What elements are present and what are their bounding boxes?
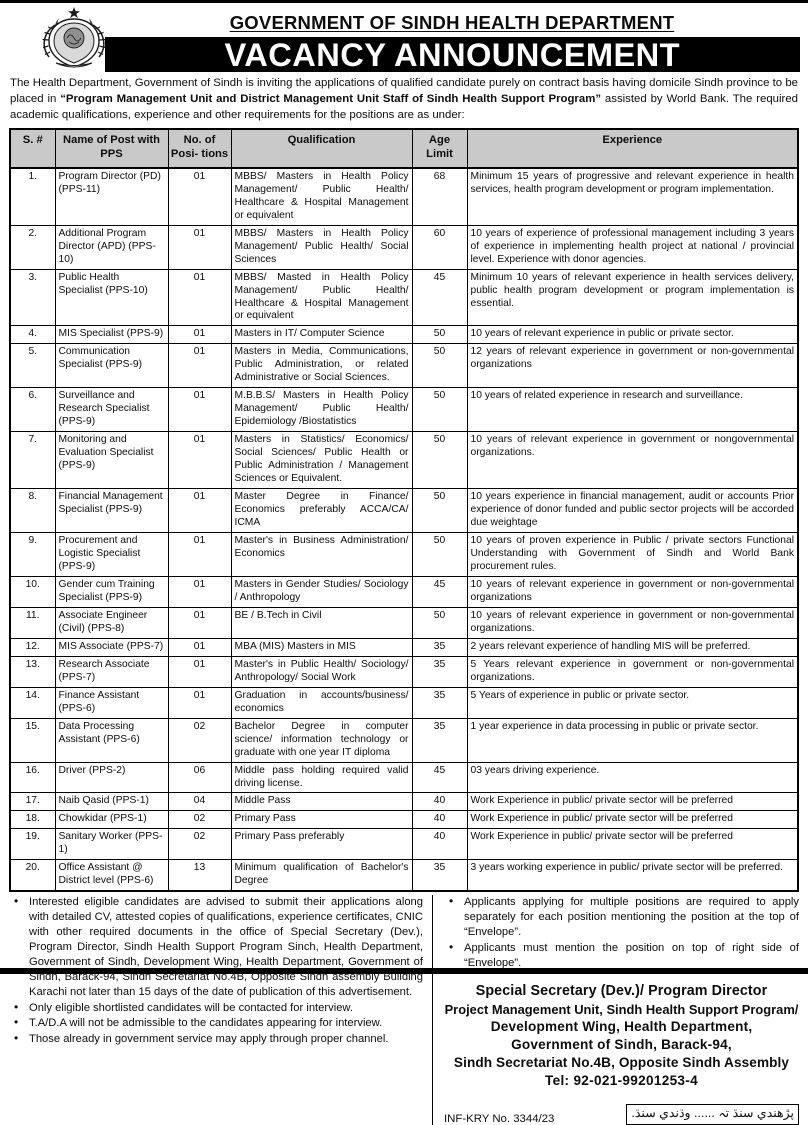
intro-paragraph: [10, 75, 798, 124]
intro-program-name: “Program Management Unit and District Management Unit Staff of Sindh Health Support Program”: [60, 93, 602, 106]
cell-positions: 02: [168, 829, 231, 860]
cell-qualification: MBBS/ Masters in Health Policy Management/ Public Health/ Healthcare & Hospital Management or equivalent: [231, 168, 412, 225]
cell-age-limit: 50: [412, 344, 467, 388]
cell-serial: 5.: [10, 344, 55, 388]
cell-post-name: Monitoring and Evaluation Specialist (PPS-9): [55, 432, 168, 489]
cell-age-limit: 45: [412, 576, 467, 607]
cell-serial: 9.: [10, 533, 55, 577]
signature-line-2: Project Management Unit, Sindh Health Support Program/: [444, 1001, 799, 1017]
cell-experience: Minimum 10 years of relevant experience in health services delivery, public health program development or program implementation is essential.: [467, 269, 798, 326]
cell-age-limit: 50: [412, 607, 467, 638]
cell-qualification: Masters in Statistics/ Economics/ Social Sciences/ Public Health or Public Administration / Management Sciences or Equivalent.: [231, 432, 412, 489]
cell-post-name: Surveillance and Research Specialist (PPS-9): [55, 388, 168, 432]
cell-serial: 20.: [10, 860, 55, 891]
col-header-experience: Experience: [467, 129, 798, 168]
cell-age-limit: 35: [412, 860, 467, 891]
cell-post-name: Associate Engineer (Civil) (PPS-8): [55, 607, 168, 638]
table-row: [10, 489, 798, 533]
cell-post-name: Communication Specialist (PPS-9): [55, 344, 168, 388]
cell-positions: 06: [168, 762, 231, 793]
cell-post-name: Driver (PPS-2): [55, 762, 168, 793]
table-row: [10, 432, 798, 489]
cell-age-limit: 35: [412, 638, 467, 656]
table-body: [10, 168, 798, 892]
cell-age-limit: 68: [412, 168, 467, 225]
cell-qualification: Primary Pass preferably: [231, 829, 412, 860]
cell-positions: 13: [168, 860, 231, 891]
signature-line-5: Sindh Secretariat No.4B, Opposite Sindh Assembly: [453, 1055, 790, 1071]
cell-experience: 10 years experience in financial management, audit or accounts Prior experience of donor funded and public sector projects will be accorded due weightage: [467, 489, 798, 533]
table-row: [10, 326, 798, 344]
cell-qualification: MBA (MIS) Masters in MIS: [231, 638, 412, 656]
table-row: [10, 793, 798, 811]
cell-age-limit: 45: [412, 269, 467, 326]
cell-age-limit: 45: [412, 762, 467, 793]
cell-post-name: Finance Assistant (PPS-6): [55, 687, 168, 718]
banner-title: VACANCY ANNOUNCEMENT: [224, 36, 681, 73]
cell-experience: 10 years of relevant experience in public or private sector.: [467, 326, 798, 344]
cell-age-limit: 50: [412, 326, 467, 344]
cell-qualification: MBBS/ Masted in Health Policy Management/ Public Health/ Healthcare & Hospital Management or equivalent: [231, 269, 412, 326]
inf-number: INF-KRY No. 3344/23: [444, 1112, 555, 1125]
cell-qualification: Graduation in accounts/business/ economics: [231, 687, 412, 718]
cell-qualification: Master's in Public Health/ Sociology/ Anthropology/ Social Work: [231, 656, 412, 687]
cell-positions: 01: [168, 489, 231, 533]
intro-text-1: The Health Department, Government of Sindh is inviting the applications of qualified candidate purely on contract basis having domicile Sindh province to be placed in: [10, 77, 798, 106]
cell-post-name: Data Processing Assistant (PPS-6): [55, 718, 168, 762]
cell-qualification: Master's in Business Administration/ Economics: [231, 533, 412, 577]
cell-age-limit: 50: [412, 432, 467, 489]
cell-experience: Minimum 15 years of progressive and relevant experience in health services, health program development or program implementation.: [467, 168, 798, 225]
cell-experience: Work Experience in public/ private sector will be preferred: [467, 793, 798, 811]
footer-section: [9, 895, 799, 1124]
cell-experience: 10 years of experience of professional management including 3 years of experience in implementing health project at national / provincial level. Experience with donor agencies.: [467, 225, 798, 269]
table-row: [10, 829, 798, 860]
cell-serial: 6.: [10, 388, 55, 432]
cell-positions: 01: [168, 656, 231, 687]
cell-post-name: Chowkidar (PPS-1): [55, 811, 168, 829]
cell-positions: 01: [168, 607, 231, 638]
cell-qualification: Primary Pass: [231, 811, 412, 829]
cell-experience: 03 years driving experience.: [467, 762, 798, 793]
cell-qualification: Minimum qualification of Bachelor's Degree: [231, 860, 412, 891]
cell-age-limit: 40: [412, 811, 467, 829]
cell-post-name: Financial Management Specialist (PPS-9): [55, 489, 168, 533]
cell-experience: 12 years of relevant experience in government or non-governmental organizations: [467, 344, 798, 388]
signature-phone: Tel: 92-021-99201253-4: [545, 1073, 698, 1089]
cell-post-name: Sanitary Worker (PPS-1): [55, 829, 168, 860]
cell-positions: 01: [168, 269, 231, 326]
table-row: [10, 638, 798, 656]
table-row: [10, 656, 798, 687]
cell-serial: 16.: [10, 762, 55, 793]
cell-experience: 3 years working experience in public/ private sector will be preferred.: [467, 860, 798, 891]
cell-qualification: Masters in Gender Studies/ Sociology / Anthropology: [231, 576, 412, 607]
cell-qualification: MBBS/ Masters in Health Policy Management/ Public Health/ Social Sciences: [231, 225, 412, 269]
cell-qualification: Masters in Media, Communications, Public Administration, or related Administrative or Social Sciences.: [231, 344, 412, 388]
cell-experience: Work Experience in public/ private sector will be preferred: [467, 811, 798, 829]
cell-serial: 12.: [10, 638, 55, 656]
vacancy-table: [9, 128, 799, 893]
cell-serial: 10.: [10, 576, 55, 607]
cell-serial: 14.: [10, 687, 55, 718]
cell-serial: 15.: [10, 718, 55, 762]
table-row: [10, 576, 798, 607]
cell-age-limit: 35: [412, 687, 467, 718]
cell-experience: 2 years relevant experience of handling MIS will be preferred.: [467, 638, 798, 656]
cell-qualification: Bachelor Degree in computer science/ information technology or graduate with one year IT diploma: [231, 718, 412, 762]
cell-experience: 10 years of relevant experience in government or nongovernmental organizations.: [467, 432, 798, 489]
cell-post-name: Research Associate (PPS-7): [55, 656, 168, 687]
cell-post-name: Procurement and Logistic Specialist (PPS-9): [55, 533, 168, 577]
sindhi-slogan: پڙهندي سنڌ تہ ...... وڌندي سنڌ.: [626, 1104, 799, 1125]
list-item: • Applicants must mention the position on top of right side of “Envelope”.: [444, 941, 799, 971]
table-row: [10, 225, 798, 269]
col-header-age: Age Limit: [412, 129, 467, 168]
cell-serial: 3.: [10, 269, 55, 326]
intro-text-2: assisted by World Bank. The required academic qualifications, experience and other requirements for the positions are as under:: [10, 93, 799, 122]
footer-right-column: [433, 895, 799, 1124]
cell-positions: 01: [168, 576, 231, 607]
cell-qualification: M.B.B.S/ Masters in Health Policy Management/ Public Health/ Epidemiology /Biostatistics: [231, 388, 412, 432]
notes-right-list: [444, 895, 799, 970]
government-title: GOVERNMENT OF SINDH HEALTH DEPARTMENT: [229, 12, 675, 33]
cell-serial: 4.: [10, 326, 55, 344]
cell-post-name: MIS Specialist (PPS-9): [55, 326, 168, 344]
col-header-qualification: Qualification: [231, 129, 412, 168]
col-header-positions: No. of Posi- tions: [168, 129, 231, 168]
signature-line-3: Development Wing, Health Department,: [490, 1018, 753, 1034]
cell-age-limit: 40: [412, 793, 467, 811]
cell-experience: 10 years of related experience in research and surveillance.: [467, 388, 798, 432]
footer-bottom-row: [444, 1104, 799, 1125]
table-row: [10, 344, 798, 388]
cell-age-limit: 35: [412, 656, 467, 687]
col-header-post: Name of Post with PPS: [55, 129, 168, 168]
cell-positions: 01: [168, 326, 231, 344]
signature-line-4: Government of Sindh, Barack-94,: [511, 1036, 732, 1052]
cell-positions: 01: [168, 638, 231, 656]
list-item: • Applicants applying for multiple positions are required to apply separately for each position mentioning the position at the top of “Envelope”.: [444, 895, 799, 940]
cell-age-limit: 40: [412, 829, 467, 860]
table-row: [10, 811, 798, 829]
cell-experience: Work Experience in public/ private sector will be preferred: [467, 829, 798, 860]
cell-positions: 01: [168, 388, 231, 432]
cell-qualification: Middle pass holding required valid driving license.: [231, 762, 412, 793]
cell-serial: 19.: [10, 829, 55, 860]
cell-positions: 01: [168, 225, 231, 269]
cell-serial: 18.: [10, 811, 55, 829]
cell-positions: 01: [168, 687, 231, 718]
cell-qualification: Middle Pass: [231, 793, 412, 811]
cell-positions: 02: [168, 718, 231, 762]
cell-serial: 2.: [10, 225, 55, 269]
cell-serial: 11.: [10, 607, 55, 638]
cell-serial: 17.: [10, 793, 55, 811]
table-row: [10, 533, 798, 577]
col-header-serial: S. #: [10, 129, 55, 168]
cell-positions: 01: [168, 432, 231, 489]
table-row: [10, 388, 798, 432]
cell-serial: 8.: [10, 489, 55, 533]
cell-age-limit: 50: [412, 388, 467, 432]
signature-line-1: Special Secretary (Dev.)/ Program Director: [475, 982, 768, 999]
cell-positions: 04: [168, 793, 231, 811]
list-item: • T.A/D.A will not be admissible to the candidates appearing for interview.: [9, 1016, 423, 1031]
cell-experience: 10 years of relevant experience in government or non-governmental organizations: [467, 576, 798, 607]
cell-post-name: Program Director (PD) (PPS-11): [55, 168, 168, 225]
page-header: [9, 3, 799, 73]
cell-experience: 10 years of relevant experience in government or non-governmental organizations.: [467, 607, 798, 638]
cell-age-limit: 50: [412, 489, 467, 533]
cell-experience: 10 years of proven experience in Public / private sectors Functional Understanding with Government of Sindh and World Bank procurement rules.: [467, 533, 798, 577]
cell-post-name: Public Health Specialist (PPS-10): [55, 269, 168, 326]
cell-experience: 1 year experience in data processing in public or private sector.: [467, 718, 798, 762]
table-row: [10, 860, 798, 891]
cell-age-limit: 35: [412, 718, 467, 762]
cell-serial: 1.: [10, 168, 55, 225]
cell-qualification: BE / B.Tech in Civil: [231, 607, 412, 638]
cell-serial: 13.: [10, 656, 55, 687]
cell-post-name: Gender cum Training Specialist (PPS-9): [55, 576, 168, 607]
cell-experience: 5 Years relevant experience in government or non-governmental organizations.: [467, 656, 798, 687]
vacancy-announcement-banner: [105, 37, 800, 72]
footer-left-column: [9, 895, 433, 1124]
table-row: [10, 269, 798, 326]
table-row: [10, 607, 798, 638]
cell-qualification: Masters in IT/ Computer Science: [231, 326, 412, 344]
table-row: [10, 168, 798, 225]
cell-post-name: MIS Associate (PPS-7): [55, 638, 168, 656]
cell-age-limit: 50: [412, 533, 467, 577]
cell-serial: 7.: [10, 432, 55, 489]
cell-qualification: Master Degree in Finance/ Economics preferably ACCA/CA/ ICMA: [231, 489, 412, 533]
cell-age-limit: 60: [412, 225, 467, 269]
table-row: [10, 687, 798, 718]
cell-experience: 5 Years of experience in public or private sector.: [467, 687, 798, 718]
cell-positions: 01: [168, 344, 231, 388]
list-item: • Interested eligible candidates are advised to submit their applications along with detailed CV, attested copies of qualifications, experience certificates, CNIC with other required documents in the office of Special Secretary (Dev.), Program Director, Sindh Health Support Program Sinch, Health Department, Government of Sindh, Development Wing, Health Department, Government of Sindh, Barack-94, Sindh Secretariat No.4B, Opposite Sindh assembly Building Karachi not later than 15 days of the date of publication of this advertisement.: [9, 895, 423, 999]
table-row: [10, 762, 798, 793]
list-item: • Only eligible shortlisted candidates will be contacted for interview.: [9, 1001, 423, 1016]
cell-post-name: Office Assistant @ District level (PPS-6): [55, 860, 168, 891]
cell-post-name: Naib Qasid (PPS-1): [55, 793, 168, 811]
list-item: • Those already in government service may apply through proper channel.: [9, 1032, 423, 1047]
cell-post-name: Additional Program Director (APD) (PPS-10): [55, 225, 168, 269]
table-header-row: [10, 129, 798, 168]
cell-positions: 01: [168, 533, 231, 577]
table-row: [10, 718, 798, 762]
notes-left-list: [9, 895, 423, 1047]
signature-block: [444, 982, 799, 1090]
cell-positions: 02: [168, 811, 231, 829]
cell-positions: 01: [168, 168, 231, 225]
